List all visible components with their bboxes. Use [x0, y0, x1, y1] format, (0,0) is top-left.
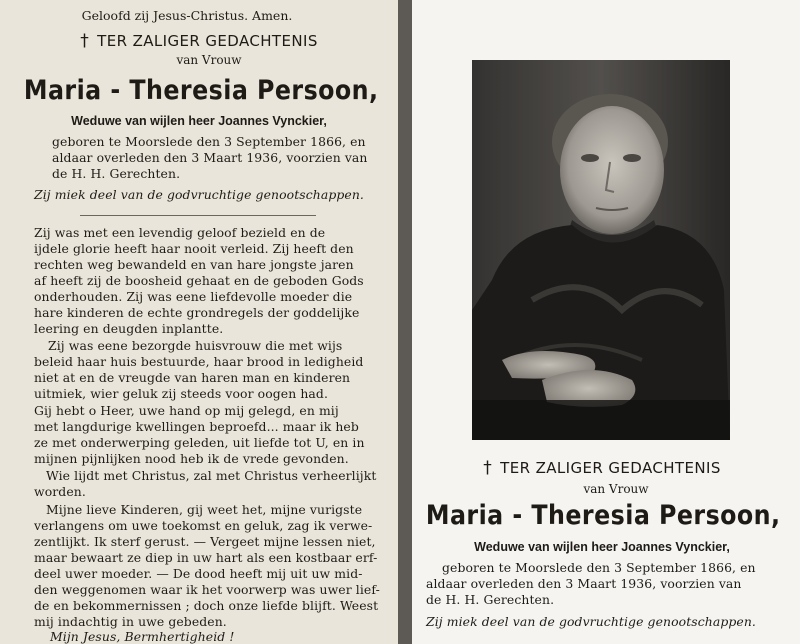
body-line: onderhouden. Zij was eene liefdevolle moeder die	[34, 289, 353, 304]
portrait-photo	[472, 60, 730, 440]
memorial-title	[404, 458, 800, 478]
bio-line: de H. H. Gerechten.	[52, 166, 181, 181]
farewell-line: zentlijkt. Ik sterf gerust. — Vergeet mijne lessen niet,	[34, 534, 376, 549]
body-line: ze met onderwerping geleden, uit liefde tot U, en in	[34, 435, 365, 450]
memorial-title-text: TER ZALIGER GEDACHTENIS	[500, 459, 721, 477]
cross-icon: †	[483, 458, 493, 478]
bio-line: aldaar overleden den 3 Maart 1936, voorzien van	[426, 576, 742, 591]
body-line: ijdele glorie heeft haar nooit verleid. Zij heeft den	[34, 241, 354, 256]
memorial-title-text: TER ZALIGER GEDACHTENIS	[97, 32, 318, 50]
body-line: hare kinderen de echte grondregels der goddelijke	[34, 305, 360, 320]
widow-line: Weduwe van wijlen heer Joannes Vynckier,	[71, 114, 327, 128]
farewell-line: verlangens om uwe toekomst en geluk, zag ik verwe-	[34, 518, 373, 533]
bio-line: geboren te Moorslede den 3 September 1866, en	[52, 134, 366, 149]
memorial-title	[0, 31, 398, 51]
body-line: beleid haar huis bestuurde, haar brood in ledigheid	[34, 354, 364, 369]
body-line: Zij was met een levendig geloof bezield en de	[34, 225, 326, 240]
society-line: Zij miek deel van de godvruchtige genootschappen.	[34, 187, 364, 202]
farewell-line: maar bewaart ze diep in uw hart als een kostbaar erf-	[34, 550, 378, 565]
bio-line: geboren te Moorslede den 3 September 1866, en	[442, 560, 756, 575]
van-vrouw: van Vrouw	[583, 482, 649, 496]
body-line: af heeft zij de boosheid gehaat en de geboden Gods	[34, 273, 364, 288]
body-line: met langdurige kwellingen beproefd... maar ik heb	[34, 419, 359, 434]
van-vrouw: van Vrouw	[176, 53, 242, 67]
body-line: uitmiek, wier geluk zij steeds voor oogen had.	[34, 386, 328, 401]
farewell-line: de en bekommernissen ; doch onze liefde blijft. Weest	[34, 598, 379, 613]
farewell-line: Mijne lieve Kinderen, gij weet het, mijne vurigste	[46, 502, 363, 517]
body-line: leering en deugden inplantte.	[34, 321, 224, 336]
farewell-line: deel uwer moeder. — De dood heeft mij uit uw mid-	[34, 566, 363, 581]
cross-icon: †	[80, 31, 90, 51]
body-line: niet at en de vreugde van haren man en kinderen	[34, 370, 351, 385]
bio-line: aldaar overleden den 3 Maart 1936, voorzien van	[52, 150, 368, 165]
body-line: worden.	[34, 484, 86, 499]
card-header: Geloofd zij Jesus-Christus. Amen.	[81, 8, 293, 23]
memorial-card-photo	[412, 0, 800, 644]
memorial-card-text	[0, 0, 398, 644]
deceased-name: Maria - Theresia Persoon,	[425, 500, 781, 531]
society-line: Zij miek deel van de godvruchtige genootschappen.	[426, 614, 756, 629]
body-line: Wie lijdt met Christus, zal met Christus verheerlijkt	[46, 468, 377, 483]
body-line: Zij was eene bezorgde huisvrouw die met wijs	[48, 338, 343, 353]
closing-prayer: Mijn Jesus, Bermhertigheid !	[50, 629, 235, 644]
farewell-line: den weggenomen waar ik het voorwerp was uwer lief-	[34, 582, 380, 597]
divider	[80, 215, 316, 216]
farewell-line: mij indachtig in uwe gebeden.	[34, 614, 227, 629]
bio-line: de H. H. Gerechten.	[426, 592, 555, 607]
deceased-name: Maria - Theresia Persoon,	[23, 75, 379, 106]
body-line: Gij hebt o Heer, uwe hand op mij gelegd, en mij	[34, 403, 339, 418]
widow-line: Weduwe van wijlen heer Joannes Vynckier,	[474, 540, 730, 554]
body-line: mijnen pijnlijken nood heb ik de vrede gevonden.	[34, 451, 349, 466]
body-line: rechten weg bewandeld en van hare jongste jaren	[34, 257, 354, 272]
